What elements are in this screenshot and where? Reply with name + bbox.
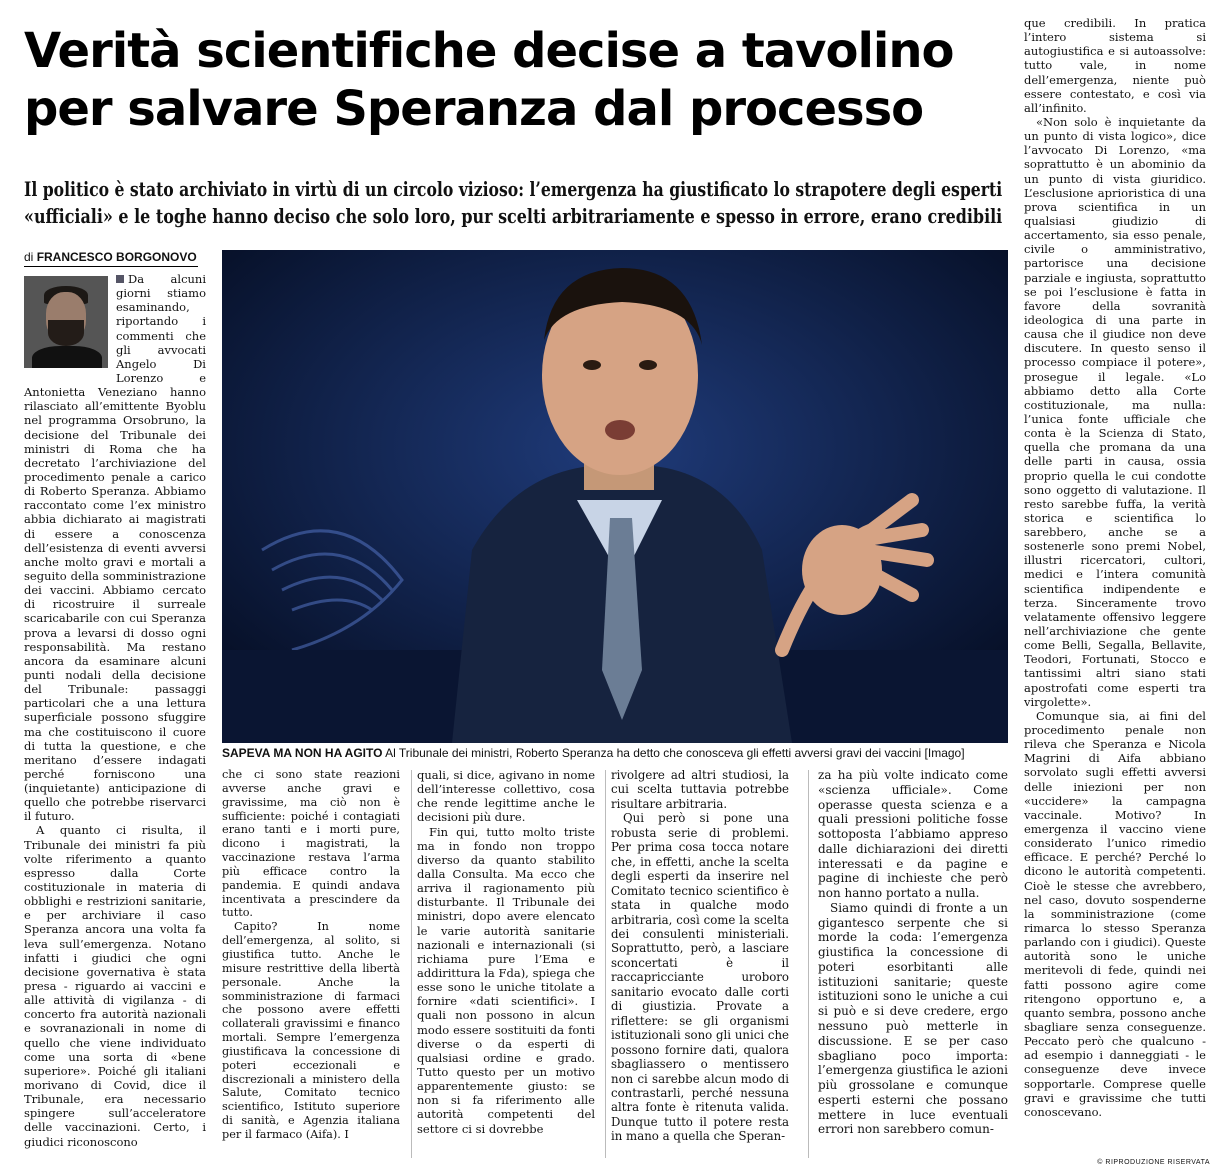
article-paragraph: za ha più volte indicato come «scienza ufficiale». Come operasse questa scienza e a quali pressioni politiche fosse sottoposta l’abbiamo appreso dalle dichiarazioni dei diretti interessati e da pagine e pagine di inchieste che però non hanno portato a nulla.: [818, 768, 1008, 901]
article-paragraph: Da alcuni giorni stiamo esaminando, riportando i commenti che gli avvocati Angelo Di Lorenzo e Antonietta Veneziano hanno rilasciato all’emittente Byoblu nel programma Orsobruno, la decisione del Tribunale dei ministri di Roma che ha decretato l’archiviazione del procedimento penale a carico di Roberto Speranza. Abbiamo raccontato come l’ex ministro abbia dichiarato ai magistrati di essere a conoscenza dell’esistenza di eventi avversi anche molto gravi e mortali a seguito della somministrazione dei vaccini. Abbiamo cercato di ricostruire il surreale scaricabarile con cui Speranza prova a levarsi di dosso ogni responsabilità. Ma restano ancora da esaminare alcuni punti nodali della decisione del Tribunale: passaggi particolari che a una lettura superficiale possono sfuggire ma che costituiscono il cuore di tutta la questione, e che meritano d’essere indagati perché forniscono una (inquietante) anticipazione di quello che potrebbe riservarci il futuro.: [24, 272, 206, 824]
article-paragraph: Capito? In nome dell’emergenza, al solito, si giustifica tutto. Anche le misure restrittive della libertà personale. Anche la somministrazione di farmaci che possono avere effetti collaterali gravissimi e financo mortali. Sempre l’emergenza giustificava la concessione di poteri eccezionali e discrezionali a ministero della Salute, Comitato tecnico scientifico, Istituto superiore di sanità, e Agenzia italiana per il farmaco (Aifa). I: [222, 920, 400, 1141]
subheadline-line-1: Il politico è stato archiviato in virtù di un circolo vizioso: l’emergenza ha giustificato lo strapotere degli esperti: [24, 177, 1003, 201]
caption-title: SAPEVA MA NON HA AGITO: [222, 746, 383, 760]
article-paragraph: A quanto ci risulta, il Tribunale dei ministri fa più volte riferimento a quanto espresso dalla Corte costituzionale in materia di obblighi e restrizioni sanitarie, e per archiviare il caso Speranza ancora una volta fa leva sull’emergenza. Notano infatti i giudici che ogni decisione governativa è stata presa - riguardo ai vaccini e alle attività di vigilanza - di concerto fra autorità nazionali e sovranazionali in nome di quello che viene individuato come una sorta di «bene superiore». Poiché gli italiani morivano di Covid, dice il Tribunale, era necessario spingere sull’acceleratore delle vaccinazioni. Certo, i giudici riconoscono: [24, 823, 206, 1149]
author-photo: [24, 276, 108, 368]
byline-author: FRANCESCO BORGONOVO: [36, 250, 197, 264]
headline-line-1: Verità scientifiche decise a tavolino: [24, 23, 954, 79]
article-column-4: [611, 768, 789, 1158]
article-column-5: [818, 768, 1008, 1158]
article-paragraph: Siamo quindi di fronte a un gigantesco serpente che si morde la coda: l’emergenza giustifica la concessione di poteri esorbitanti alle istituzioni sanitarie; queste istituzioni sono le uniche a cui si può e si deve credere, ergo nessuno può metterle in discussione. E se per caso sbagliano poco importa: l’emergenza giustifica le azioni più grossolane e comunque esperti esterni che possano mettere in luce eventuali errori non sarebbero comun-: [818, 900, 1008, 1137]
column-divider: [808, 770, 809, 1158]
column-divider: [605, 770, 606, 1158]
byline: [24, 250, 198, 267]
subheadline-line-2: «ufficiali» e le toghe hanno deciso che solo loro, pur scelti arbitrariamente e spesso in errore, erano credibili: [24, 204, 1003, 228]
copyright-notice: © RIPRODUZIONE RISERVATA: [1097, 1159, 1210, 1166]
article-paragraph: quali, si dice, agivano in nome dell’interesse collettivo, cosa che rende legittime anche le decisioni più dure.: [417, 768, 595, 825]
article-column-3: [417, 768, 595, 1158]
article-photo: [222, 250, 1008, 743]
article-paragraph: «Non solo è inquietante da un punto di vista logico», dice l’avvocato Di Lorenzo, «ma soprattutto è un abominio da un punto di vista giuridico. L’esclusione aprioristica di una prova scientifica in un qualsiasi giudizio di accertamento, sia esso penale, civile o amministrativo, partorisce una decisione parziale e ingiusta, soprattutto se poi l’esclusione è fatta in favore della sovranità ideologica di una parte in causa che il giudice non deve discutere. In questo senso il processo compiace il potere», prosegue il legale. «Lo abbiamo detto alla Corte costituzionale, ma nulla: l’unica fonte ufficiale che conta è la Scienza di Stato, quella che promana da una delle parti in causa, ossia proprio quella le cui condotte sono oggetto di valutazione. Il resto sarebbe fuffa, la verità storica e scientifica lo sarebbero, anche se a sostenerle sono premi Nobel, illustri ricercatori, cultori, medici e l’intera comunità scientifica indipendente e terza. Sinceramente trovo velatamente offensivo leggere nell’archiviazione che gente come Belli, Segalla, Bellavite, Teodori, Fortunati, Stocco e tantissimi altri siano stati apostrofati come esperti tra virgolette».: [1024, 114, 1206, 709]
article-column-1: [24, 272, 206, 1162]
caption-text: Al Tribunale dei ministri, Roberto Speranza ha detto che conosceva gli effetti avversi gravi dei vaccini: [385, 746, 922, 760]
article-paragraph: Comunque sia, ai fini del procedimento penale non rileva che Speranza e Nicola Magrini di Aifa abbiano sorvolato sugli effetti avversi delle iniezioni per non «uccidere» la campagna vaccinale. Motivo? In emergenza il vaccino viene considerato l’unico rimedio efficace. E perché? Perché lo dicono le autorità competenti. Cioè le stesse che avrebbero, nel caso, dovuto sospenderne la somministrazione (come rimarca lo stesso Speranza parlando con i giudici). Queste autorità sono le uniche meritevoli di fede, quindi nei fatti possono agire come ritengono opportuno e, a quanto sembra, possono anche sbagliare senza conseguenze. Peccato però che qualcuno - ad esempio i danneggiati - le conseguenze deve invece sopportarle. Comprese quelle gravi e gravissime che tutti conoscevano.: [1024, 708, 1206, 1119]
article-column-2: [222, 768, 400, 1158]
column-divider: [411, 770, 412, 1158]
photo-caption: [222, 746, 1008, 760]
photo-credit: [Imago]: [924, 746, 965, 760]
article-paragraph: Fin qui, tutto molto triste ma in fondo non troppo diverso da quanto stabilito dalla Consulta. Ma ecco che arriva il ragionamento più disturbante. Il Tribunale dei ministri, dopo avere elencato le varie autorità sanitarie nazionali e internazionali (si richiama pure l’Ema e addirittura la Fda), spiega che esse sono le uniche titolate a fornire «dati scientifici». I quali non possono in alcun modo essere sostituiti da fonti diverse o da esperti di qualsiasi ordine e grado. Tutto questo per un motivo apparentemente giusto: se non si fa riferimento alle autorità competenti del settore ci si dovrebbe: [417, 824, 595, 1136]
byline-prefix: di: [24, 250, 34, 264]
headline-line-2: per salvare Speranza dal processo: [24, 81, 924, 137]
paragraph-square-icon: [116, 275, 124, 283]
article-paragraph: rivolgere ad altri studiosi, la cui scelta tuttavia potrebbe risultare arbitraria.: [611, 768, 789, 811]
subheadline: [24, 176, 1002, 230]
article-column-6: [1024, 16, 1206, 1136]
article-paragraph: Qui però si pone una robusta serie di problemi. Per prima cosa tocca notare che, in effetti, anche la scelta degli esperti da inserire nel Comitato tecnico scientifico è stata in qualche modo arbitraria, così come la scelta dei consulenti ministeriali. Soprattutto, però, a lasciare sconcertati è il raccapricciante uroboro sanitario evocato dalle corti di giustizia. Provate a riflettere: se gli organismi istituzionali sono gli unici che possono fornire dati, qualora sbagliassero o mentissero non ci sarebbe alcun modo di contrastarli, perché nessuna altra fonte è ritenuta valida. Dunque tutto il potere resta in mano a quella che Speran-: [611, 811, 789, 1144]
speaker-photo-illustration: [222, 250, 1008, 743]
article-paragraph: che ci sono state reazioni avverse anche gravi e gravissime, ma ciò non è sufficiente: poiché i contagiati erano tanti e i morti pure, dicono i magistrati, la vaccinazione restava l’arma più efficace contro la pandemia. E quindi andava incentivata a prescindere da tutto.: [222, 768, 400, 920]
headline: [24, 22, 999, 138]
article-paragraph: que credibili. In pratica l’intero sistema si autogiustifica e si autoassolve: tutto vale, in nome dell’emergenza, niente può essere contestato, e così via all’infinito.: [1024, 16, 1206, 115]
